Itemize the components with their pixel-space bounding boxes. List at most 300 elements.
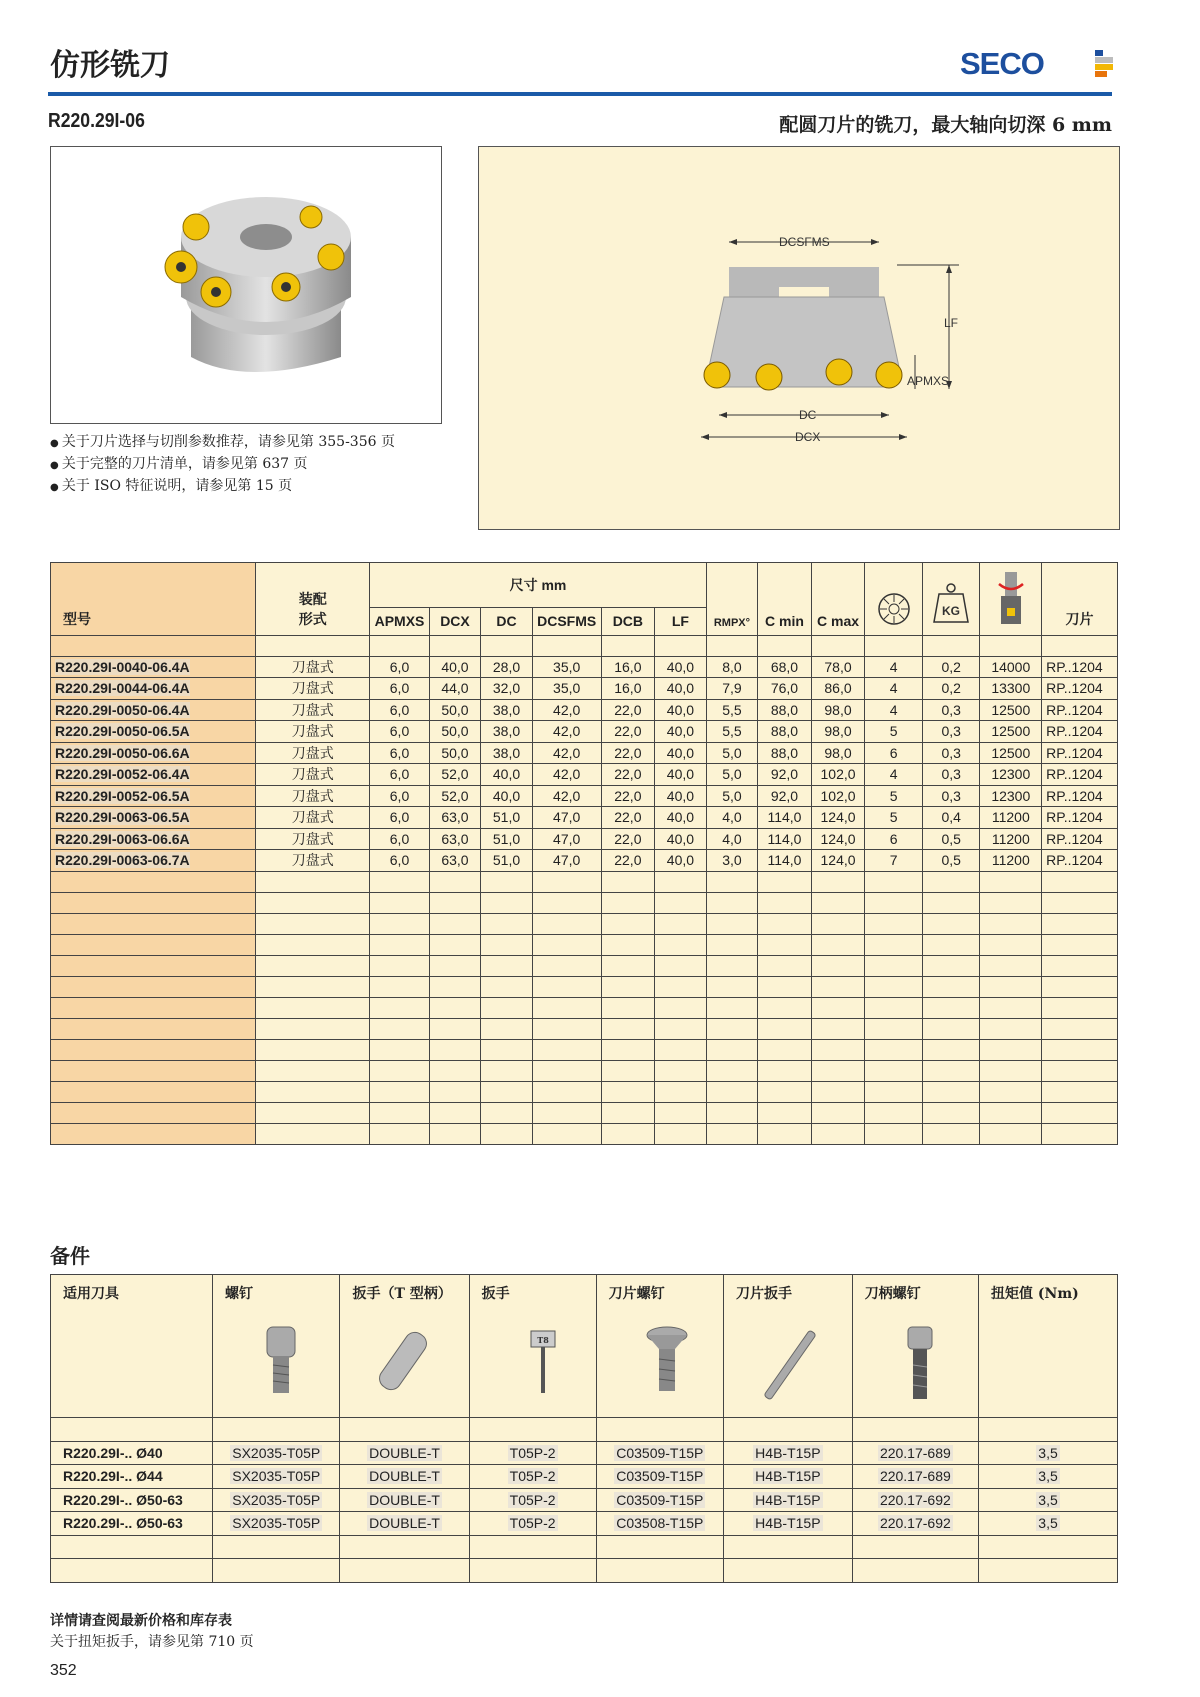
empty-cell (865, 1039, 923, 1060)
empty-cell (706, 1102, 758, 1123)
table-cell: 40,0 (481, 785, 533, 807)
empty-cell (811, 1081, 865, 1102)
empty-cell (601, 1081, 655, 1102)
empty-cell (370, 1060, 429, 1081)
table-cell: 0,3 (922, 721, 980, 743)
table-cell: 6,0 (370, 699, 429, 721)
table-cell: 5 (865, 721, 923, 743)
empty-cell (706, 1039, 758, 1060)
table-cell: 22,0 (601, 828, 655, 850)
part-number: 220.17-692 (879, 1515, 951, 1532)
model-text: R220.29I-0063-06.7A (55, 852, 190, 869)
model-text: R220.29I-0052-06.5A (55, 787, 190, 804)
table-cell: 12300 (980, 785, 1042, 807)
table-cell: 114,0 (758, 828, 812, 850)
product-table (50, 562, 1118, 1145)
table-cell: 0,4 (922, 807, 980, 829)
table-cell: RP..1204 (1042, 850, 1118, 872)
empty-cell (758, 1018, 812, 1039)
empty-cell (481, 997, 533, 1018)
table-cell: 0,2 (922, 656, 980, 678)
table-cell: 40,0 (481, 764, 533, 786)
wrench-tag-label: T8 (536, 1335, 549, 1345)
empty-cell (370, 1039, 429, 1060)
empty-cell (212, 1535, 340, 1559)
empty-cell (922, 997, 980, 1018)
table-cell: 40,0 (655, 699, 707, 721)
shank-screw-icon (905, 1325, 935, 1401)
table-cell: 3,0 (706, 850, 758, 872)
model-cell (51, 699, 256, 721)
table-cell: 0,3 (922, 764, 980, 786)
table-row (51, 828, 1118, 850)
table-cell: 88,0 (758, 699, 812, 721)
empty-cell (758, 871, 812, 892)
empty-cell (1042, 955, 1118, 976)
empty-cell (980, 1039, 1042, 1060)
table-cell: 40,0 (429, 656, 481, 678)
parts-col-insert-screw (596, 1275, 723, 1418)
table-cell: 42,0 (532, 785, 601, 807)
table-cell: 22,0 (601, 850, 655, 872)
empty-cell (865, 997, 923, 1018)
table-cell: 98,0 (811, 742, 865, 764)
empty-cell (532, 955, 601, 976)
table-cell: 98,0 (811, 699, 865, 721)
empty-cell (596, 1559, 723, 1583)
table-cell: 5,0 (706, 785, 758, 807)
part-number: T05P-2 (509, 1491, 556, 1508)
table-cell: 刀盘式 (256, 742, 370, 764)
empty-cell (980, 955, 1042, 976)
model-cell (51, 828, 256, 850)
empty-row (51, 1559, 1118, 1583)
part-cell (212, 1465, 340, 1489)
empty-cell (256, 1039, 370, 1060)
table-cell: RP..1204 (1042, 764, 1118, 786)
table-cell: 0,2 (922, 678, 980, 700)
empty-cell (481, 1081, 533, 1102)
empty-cell (706, 1060, 758, 1081)
part-cell (979, 1465, 1118, 1489)
col-weight (922, 563, 980, 636)
empty-cell (532, 976, 601, 997)
table-cell: 42,0 (532, 699, 601, 721)
model-text: R220.29I-0063-06.5A (55, 809, 190, 826)
empty-cell (865, 1102, 923, 1123)
empty-cell (532, 913, 601, 934)
table-row (51, 1488, 1118, 1512)
table-cell: 102,0 (811, 764, 865, 786)
empty-cell (1042, 934, 1118, 955)
table-cell: 52,0 (429, 785, 481, 807)
empty-row (51, 1081, 1118, 1102)
empty-cell (655, 976, 707, 997)
empty-cell (1042, 1060, 1118, 1081)
part-number: 3,5 (1038, 1515, 1058, 1532)
empty-cell (758, 1039, 812, 1060)
weight-icon (932, 582, 970, 626)
table-cell: 124,0 (811, 828, 865, 850)
label-apmxs: APMXS (907, 374, 950, 388)
part-cell (596, 1441, 723, 1465)
empty-cell (532, 1039, 601, 1060)
empty-cell (340, 1535, 469, 1559)
table-cell: 刀盘式 (256, 785, 370, 807)
table-cell: 114,0 (758, 807, 812, 829)
empty-cell (532, 871, 601, 892)
part-number: SX2035-T05P (232, 1468, 321, 1485)
table-cell: 11200 (980, 828, 1042, 850)
table-cell: 4 (865, 764, 923, 786)
empty-cell (370, 913, 429, 934)
part-number: 220.17-689 (879, 1444, 951, 1461)
table-cell: 47,0 (532, 850, 601, 872)
table-cell: 6,0 (370, 678, 429, 700)
table-cell: 刀盘式 (256, 764, 370, 786)
part-cell (852, 1488, 978, 1512)
empty-cell (811, 997, 865, 1018)
empty-cell (601, 1060, 655, 1081)
empty-cell (811, 1060, 865, 1081)
empty-cell (532, 1060, 601, 1081)
table-cell: 78,0 (811, 656, 865, 678)
empty-cell (865, 892, 923, 913)
table-cell: RP..1204 (1042, 678, 1118, 700)
empty-cell (601, 955, 655, 976)
part-cell (979, 1441, 1118, 1465)
parts-col-insert-wrench-label: 刀片扳手 (736, 1286, 793, 1302)
empty-cell (532, 1123, 601, 1144)
empty-cell (980, 1018, 1042, 1039)
table-cell: 6,0 (370, 850, 429, 872)
table-cell: 40,0 (655, 785, 707, 807)
empty-cell (922, 892, 980, 913)
col-insert: 刀片 (1042, 563, 1118, 636)
empty-cell (706, 892, 758, 913)
empty-row (51, 934, 1118, 955)
table-cell: 22,0 (601, 721, 655, 743)
empty-cell (758, 997, 812, 1018)
part-number: T05P-2 (509, 1468, 556, 1485)
empty-cell (481, 1039, 533, 1060)
empty-cell (980, 913, 1042, 934)
col-lf: LF (655, 608, 707, 636)
t-handle-wrench-icon (368, 1325, 438, 1397)
table-cell: 12500 (980, 699, 1042, 721)
empty-cell (1042, 1123, 1118, 1144)
empty-cell (706, 1081, 758, 1102)
seco-logo: SECO (960, 46, 1044, 81)
table-cell: 刀盘式 (256, 721, 370, 743)
table-cell: 6,0 (370, 785, 429, 807)
table-cell: 6,0 (370, 807, 429, 829)
table-cell: 40,0 (655, 656, 707, 678)
empty-cell (655, 997, 707, 1018)
footer-reference: 关于扭矩扳手，请参见第 710 页 (50, 1634, 254, 1650)
milling-cutter-image (51, 147, 441, 423)
empty-cell (601, 913, 655, 934)
empty-row (51, 892, 1118, 913)
screw-icon (261, 1325, 301, 1397)
table-cell: 40,0 (655, 828, 707, 850)
table-cell: 44,0 (429, 678, 481, 700)
table-cell: RP..1204 (1042, 785, 1118, 807)
part-cell (596, 1512, 723, 1536)
empty-cell (706, 871, 758, 892)
spare-parts-title: 备件 (50, 1244, 90, 1268)
empty-cell (370, 955, 429, 976)
empty-row (51, 976, 1118, 997)
empty-cell (980, 1123, 1042, 1144)
table-cell: 52,0 (429, 764, 481, 786)
empty-cell (429, 871, 481, 892)
part-number: T05P-2 (509, 1515, 556, 1532)
table-cell: 42,0 (532, 742, 601, 764)
model-cell (51, 850, 256, 872)
page-title: 仿形铣刀 (50, 48, 170, 83)
table-cell: 38,0 (481, 699, 533, 721)
empty-cell (655, 913, 707, 934)
empty-cell (51, 913, 256, 934)
col-cmax: C max (811, 563, 865, 636)
empty-cell (655, 934, 707, 955)
insert-screw-icon (645, 1325, 689, 1397)
empty-cell (811, 976, 865, 997)
empty-cell (256, 997, 370, 1018)
empty-cell (865, 976, 923, 997)
part-cell (979, 1512, 1118, 1536)
empty-cell (370, 934, 429, 955)
part-number: C03508-T15P (616, 1515, 704, 1532)
col-max-speed (980, 563, 1042, 636)
empty-cell (370, 997, 429, 1018)
empty-cell (922, 976, 980, 997)
empty-cell (370, 871, 429, 892)
empty-cell (481, 892, 533, 913)
empty-cell (601, 1018, 655, 1039)
part-number: DOUBLE-T (369, 1491, 440, 1508)
empty-cell (811, 1039, 865, 1060)
table-cell: 40,0 (655, 721, 707, 743)
empty-cell (980, 1060, 1042, 1081)
empty-cell (256, 976, 370, 997)
empty-cell (51, 892, 256, 913)
empty-cell (51, 1535, 213, 1559)
empty-cell (724, 1535, 853, 1559)
table-cell: 0,3 (922, 742, 980, 764)
key-wrench-icon (528, 1325, 558, 1397)
empty-cell (469, 1535, 596, 1559)
spare-parts-table (50, 1274, 1118, 1583)
table-cell: 98,0 (811, 721, 865, 743)
part-number: C03509-T15P (616, 1468, 704, 1485)
empty-row (51, 955, 1118, 976)
empty-cell (980, 1081, 1042, 1102)
table-cell: 5,5 (706, 721, 758, 743)
table-cell: 86,0 (811, 678, 865, 700)
part-cell (724, 1465, 853, 1489)
empty-cell (811, 1123, 865, 1144)
empty-cell (51, 955, 256, 976)
empty-row (51, 1060, 1118, 1081)
model-text: R220.29I-0050-06.6A (55, 744, 190, 761)
empty-cell (852, 1535, 978, 1559)
table-cell: RP..1204 (1042, 656, 1118, 678)
part-number: 220.17-692 (879, 1491, 951, 1508)
model-text: R220.29I-0052-06.4A (55, 766, 190, 783)
parts-col-shank-screw-label: 刀柄螺钉 (864, 1286, 921, 1302)
empty-cell (370, 1123, 429, 1144)
table-cell: 40,0 (655, 807, 707, 829)
empty-cell (429, 913, 481, 934)
table-cell: 0,3 (922, 699, 980, 721)
empty-cell (980, 892, 1042, 913)
table-cell: 68,0 (758, 656, 812, 678)
table-cell: 40,0 (655, 850, 707, 872)
page-number: 352 (50, 1662, 77, 1679)
parts-col-wrench-label: 扳手 (481, 1286, 510, 1302)
tool-cell: R220.29I-.. Ø40 (51, 1441, 213, 1465)
dimension-drawing (478, 146, 1120, 530)
table-cell: 5,5 (706, 699, 758, 721)
table-row (51, 1441, 1118, 1465)
empty-cell (758, 934, 812, 955)
part-cell (724, 1488, 853, 1512)
part-cell (852, 1465, 978, 1489)
part-number: H4B-T15P (755, 1468, 821, 1485)
table-cell: 11200 (980, 850, 1042, 872)
part-cell (852, 1441, 978, 1465)
table-cell: 5,0 (706, 764, 758, 786)
tool-cell: R220.29I-.. Ø50-63 (51, 1512, 213, 1536)
empty-cell (429, 1039, 481, 1060)
empty-cell (706, 1123, 758, 1144)
part-cell (212, 1488, 340, 1512)
table-cell: 124,0 (811, 807, 865, 829)
empty-cell (865, 913, 923, 934)
table-cell: 6,0 (370, 764, 429, 786)
table-cell: 5 (865, 785, 923, 807)
empty-cell (865, 1018, 923, 1039)
empty-cell (706, 976, 758, 997)
empty-cell (922, 955, 980, 976)
table-cell: 88,0 (758, 721, 812, 743)
table-cell: 11200 (980, 807, 1042, 829)
empty-cell (865, 1060, 923, 1081)
empty-cell (758, 892, 812, 913)
empty-cell (429, 1060, 481, 1081)
empty-cell (1042, 976, 1118, 997)
part-cell (469, 1465, 596, 1489)
table-cell: 13300 (980, 678, 1042, 700)
spacer-row (51, 1418, 1118, 1442)
empty-cell (706, 955, 758, 976)
table-cell: 40,0 (655, 764, 707, 786)
model-cell (51, 721, 256, 743)
empty-cell (655, 892, 707, 913)
empty-cell (655, 1123, 707, 1144)
spindle-speed-icon (996, 570, 1026, 626)
part-number: C03509-T15P (616, 1491, 704, 1508)
empty-cell (429, 997, 481, 1018)
table-cell: 47,0 (532, 807, 601, 829)
seco-logo-mark-icon (1095, 50, 1113, 76)
empty-cell (429, 934, 481, 955)
empty-cell (429, 1102, 481, 1123)
insert-wrench-icon (750, 1325, 830, 1405)
header-rule (48, 92, 1112, 96)
empty-cell (922, 1060, 980, 1081)
empty-cell (980, 997, 1042, 1018)
empty-cell (370, 1018, 429, 1039)
table-cell: 14000 (980, 656, 1042, 678)
empty-cell (758, 976, 812, 997)
table-cell: 刀盘式 (256, 828, 370, 850)
empty-cell (256, 1102, 370, 1123)
col-model: 型号 (51, 563, 256, 636)
col-cmin: C min (758, 563, 812, 636)
empty-cell (1042, 892, 1118, 913)
empty-cell (481, 934, 533, 955)
empty-cell (256, 1018, 370, 1039)
empty-cell (256, 955, 370, 976)
empty-cell (51, 976, 256, 997)
part-cell (340, 1441, 469, 1465)
empty-cell (532, 1081, 601, 1102)
model-cell (51, 764, 256, 786)
table-cell: 76,0 (758, 678, 812, 700)
empty-cell (601, 1102, 655, 1123)
table-cell: 102,0 (811, 785, 865, 807)
tool-cell: R220.29I-.. Ø50-63 (51, 1488, 213, 1512)
empty-cell (481, 871, 533, 892)
empty-cell (601, 976, 655, 997)
table-cell: 16,0 (601, 678, 655, 700)
model-text: R220.29I-0040-06.4A (55, 658, 190, 675)
part-cell (340, 1512, 469, 1536)
empty-cell (370, 976, 429, 997)
part-cell (724, 1512, 853, 1536)
empty-cell (532, 1102, 601, 1123)
table-cell: 6,0 (370, 742, 429, 764)
table-cell: 0,5 (922, 828, 980, 850)
product-photo (50, 146, 442, 424)
empty-cell (256, 1081, 370, 1102)
empty-row (51, 1535, 1118, 1559)
part-cell (212, 1512, 340, 1536)
table-cell: 7,9 (706, 678, 758, 700)
empty-row (51, 1123, 1118, 1144)
model-cell (51, 742, 256, 764)
part-cell (212, 1441, 340, 1465)
empty-cell (51, 934, 256, 955)
table-cell: 51,0 (481, 807, 533, 829)
empty-cell (655, 955, 707, 976)
empty-row (51, 871, 1118, 892)
table-cell: 92,0 (758, 764, 812, 786)
empty-cell (256, 871, 370, 892)
empty-cell (481, 1123, 533, 1144)
empty-cell (811, 955, 865, 976)
table-cell: 63,0 (429, 807, 481, 829)
empty-cell (811, 892, 865, 913)
part-number: H4B-T15P (755, 1491, 821, 1508)
empty-cell (980, 934, 1042, 955)
part-number: 220.17-689 (879, 1468, 951, 1485)
table-cell: 63,0 (429, 850, 481, 872)
empty-cell (655, 871, 707, 892)
